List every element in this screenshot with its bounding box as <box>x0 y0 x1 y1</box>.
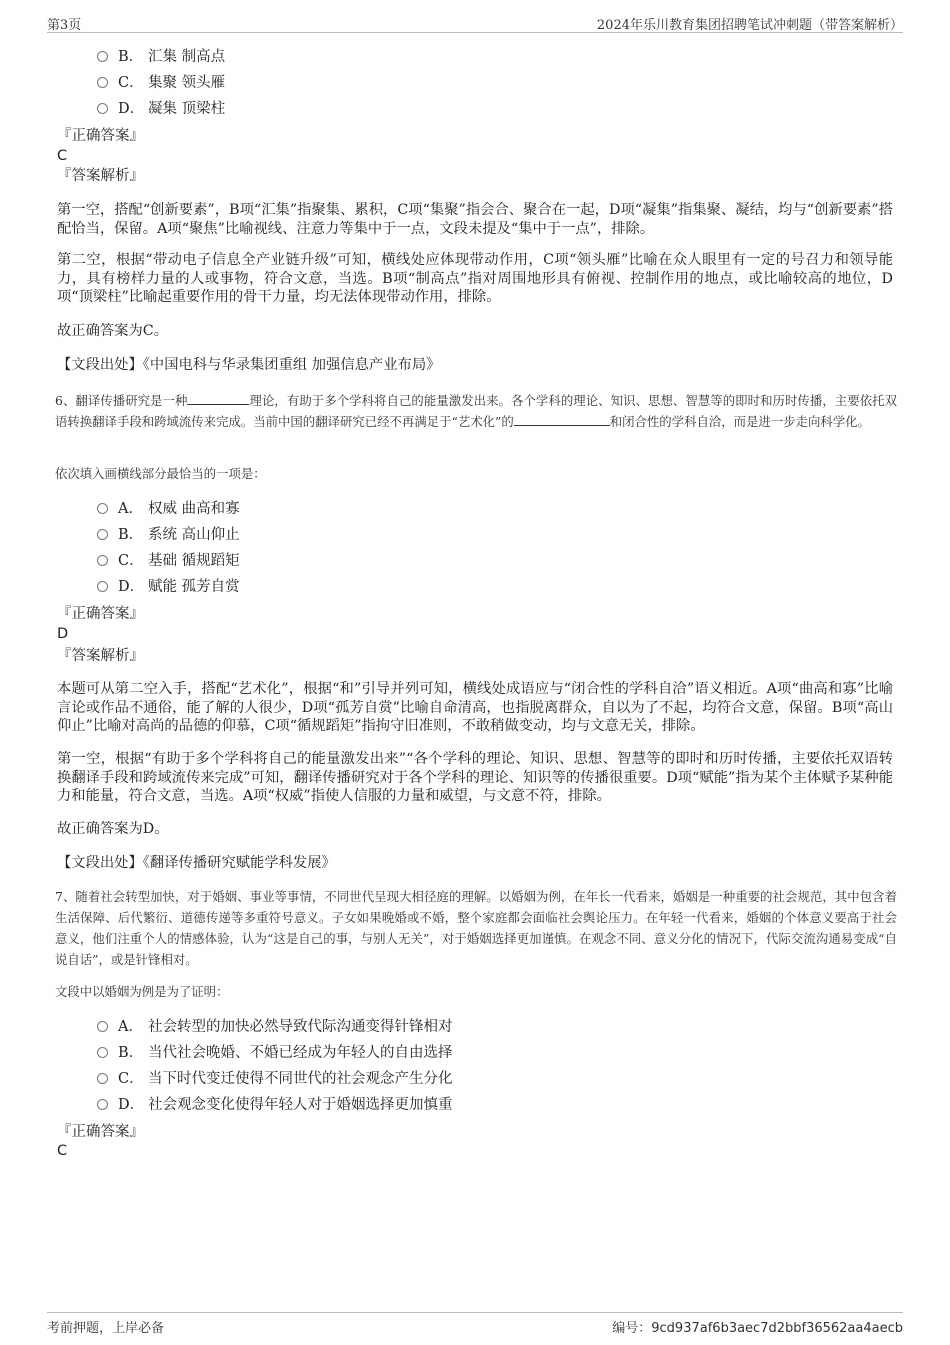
q6-conclusion: 故正确答案为D。 <box>57 821 169 837</box>
q7-option-c[interactable] <box>97 1068 453 1090</box>
radio-icon[interactable] <box>97 1073 108 1084</box>
option-letter: A． <box>118 1019 143 1035</box>
option-text: 当下时代变迁使得不同世代的社会观念产生分化 <box>148 1071 453 1087</box>
option-text: 汇集 制高点 <box>148 49 226 65</box>
q5-analysis-paragraph: 第一空，搭配“创新要素”，B项“汇集”指聚集、累积，C项“集聚”指会合、聚合在一起，D项“凝集”指集聚、凝结，均与“创新要素”搭配恰当，保留。A项“聚焦”比喻视线、注意力等集中于一点，文段未提及“集中于一点”，排除。 <box>57 202 893 237</box>
q7-option-b[interactable] <box>97 1042 453 1064</box>
page-number: 第3页 <box>47 18 82 33</box>
q6-answer-label: 『正确答案』 <box>57 606 144 622</box>
page-footer <box>47 1312 903 1337</box>
option-letter: C． <box>118 75 144 91</box>
option-text: 凝集 顶梁柱 <box>148 101 226 117</box>
q6-answer: D <box>57 626 69 642</box>
document-title: 2024年乐川教育集团招聘笔试冲刺题（带答案解析） <box>596 18 903 33</box>
option-letter: C． <box>118 553 144 569</box>
q6-prompt: 依次填入画横线部分最恰当的一项是： <box>55 466 266 481</box>
q5-analysis-paragraph: 第二空，根据“带动电子信息全产业链升级”可知，横线处应体现带动作用，C项“领头雁”比喻在众人眼里有一定的号召力和领导能力，具有榜样力量的人或事物，符合文意，当选。B项“制高点”指对周围地形具有俯视、控制作用的地点，或比喻较高的地位，D项“顶梁柱”比喻起重要作用的骨干力量，均无法体现带动作用，排除。 <box>57 252 893 305</box>
q7-question-text: 7、随着社会转型加快，对于婚姻、事业等事情，不同世代呈现大相径庭的理解。以婚姻为例，在年长一代看来，婚姻是一种重要的社会规范，其中包含着生活保障、后代繁衍、道德传递等多重符号意义。子女如果晚婚或不婚，整个家庭都会面临社会舆论压力。在年轻一代看来，婚姻的个体意义要高于社会意义，他们注重个人的情感体验，认为“这是自己的事，与别人无关”，对于婚姻选择更加谨慎。在观念不同、意义分化的情况下，代际交流沟通易变成“自说自话”，或是针锋相对。 <box>55 889 897 967</box>
q7-prompt: 文段中以婚姻为例是为了证明： <box>55 984 229 999</box>
option-letter: D． <box>118 1097 145 1113</box>
q6-text-part: 6、翻译传播研究是一种 <box>55 393 188 408</box>
radio-icon[interactable] <box>97 51 108 62</box>
q6-option-b[interactable] <box>97 524 240 546</box>
radio-icon[interactable] <box>97 581 108 592</box>
footer-slogan: 考前押题，上岸必备 <box>47 1321 165 1336</box>
q5-conclusion: 故正确答案为C。 <box>57 323 169 339</box>
option-letter: A． <box>118 501 143 517</box>
option-letter: B． <box>118 527 144 543</box>
option-text: 当代社会晚婚、不婚已经成为年轻人的自由选择 <box>148 1045 453 1061</box>
q6-option-a[interactable] <box>97 498 240 520</box>
option-text: 集聚 领头雁 <box>148 75 226 91</box>
q7-answer-label: 『正确答案』 <box>57 1124 144 1140</box>
option-text: 基础 循规蹈矩 <box>148 553 240 569</box>
code-label: 编号： <box>612 1321 652 1336</box>
option-letter: D． <box>118 579 145 595</box>
q6-text-part: 理论，有助于多个学科将自己的能量激发出来。各个学科的理论、知识、思想、智慧等的即时和历时传播，主要依托双语转换翻译手段和跨域流传来完成。当前中国的翻译研究已经不再满足于“艺术化”的 <box>55 393 897 429</box>
q7-option-d[interactable] <box>97 1094 453 1116</box>
option-text: 系统 高山仰止 <box>148 527 240 543</box>
blank-line <box>187 392 249 405</box>
q6-option-d[interactable] <box>97 576 240 598</box>
q5-option-b[interactable] <box>97 46 225 68</box>
q6-question-text <box>55 390 897 432</box>
option-text: 社会观念变化使得年轻人对于婚姻选择更加慎重 <box>148 1097 453 1113</box>
footer-code <box>612 1317 903 1336</box>
radio-icon[interactable] <box>97 555 108 566</box>
q6-source: 【文段出处】《翻译传播研究赋能学科发展》 <box>57 855 336 871</box>
q5-answer: C <box>57 148 68 164</box>
option-text: 社会转型的加快必然导致代际沟通变得针锋相对 <box>148 1019 453 1035</box>
blank-line <box>514 413 610 426</box>
q6-text-part: 和闭合性的学科自洽，而是进一步走向科学化。 <box>609 414 870 429</box>
option-letter: D． <box>118 101 145 117</box>
q7-answer: C <box>57 1143 68 1159</box>
option-text: 权威 曲高和寡 <box>148 501 240 517</box>
q5-answer-label: 『正确答案』 <box>57 128 144 144</box>
q5-source: 【文段出处】《中国电科与华录集团重组 加强信息产业布局》 <box>57 357 441 373</box>
radio-icon[interactable] <box>97 1047 108 1058</box>
radio-icon[interactable] <box>97 77 108 88</box>
q6-option-c[interactable] <box>97 550 240 572</box>
q6-analysis-label: 『答案解析』 <box>57 648 144 664</box>
radio-icon[interactable] <box>97 1099 108 1110</box>
q5-option-c[interactable] <box>97 72 225 94</box>
q6-analysis-paragraph: 本题可从第二空入手，搭配“艺术化”，根据“和”引导并列可知，横线处成语应与“闭合性的学科自洽”语义相近。A项“曲高和寡”比喻言论或作品不通俗，能了解的人很少，D项“孤芳自赏”比喻自命清高，也指脱离群众，自以为了不起，均符合文意，保留。B项“高山仰止”比喻对高尚的品德的仰慕，C项“循规蹈矩”指拘守旧准则，不敢稍做变动，均与文意无关，排除。 <box>57 681 893 734</box>
radio-icon[interactable] <box>97 103 108 114</box>
radio-icon[interactable] <box>97 503 108 514</box>
radio-icon[interactable] <box>97 1021 108 1032</box>
q5-option-d[interactable] <box>97 98 225 120</box>
radio-icon[interactable] <box>97 529 108 540</box>
option-letter: B． <box>118 1045 144 1061</box>
option-letter: B． <box>118 49 144 65</box>
code-value: 9cd937af6b3aec7d2bbf36562aa4aecb <box>651 1321 903 1336</box>
q5-analysis-label: 『答案解析』 <box>57 168 144 184</box>
option-text: 赋能 孤芳自赏 <box>148 579 240 595</box>
q7-option-a[interactable] <box>97 1016 453 1038</box>
option-letter: C． <box>118 1071 144 1087</box>
q6-analysis-paragraph: 第一空，根据“有助于多个学科将自己的能量激发出来”“各个学科的理论、知识、思想、智慧等的即时和历时传播，主要依托双语转换翻译手段和跨域流传来完成”可知，翻译传播研究对于各个学科的理论、知识等的传播很重要。D项“赋能”指为某个主体赋予某种能力和能量，符合文意，当选。A项“权威”指使人信服的力量和威望，与文意不符，排除。 <box>57 751 893 804</box>
